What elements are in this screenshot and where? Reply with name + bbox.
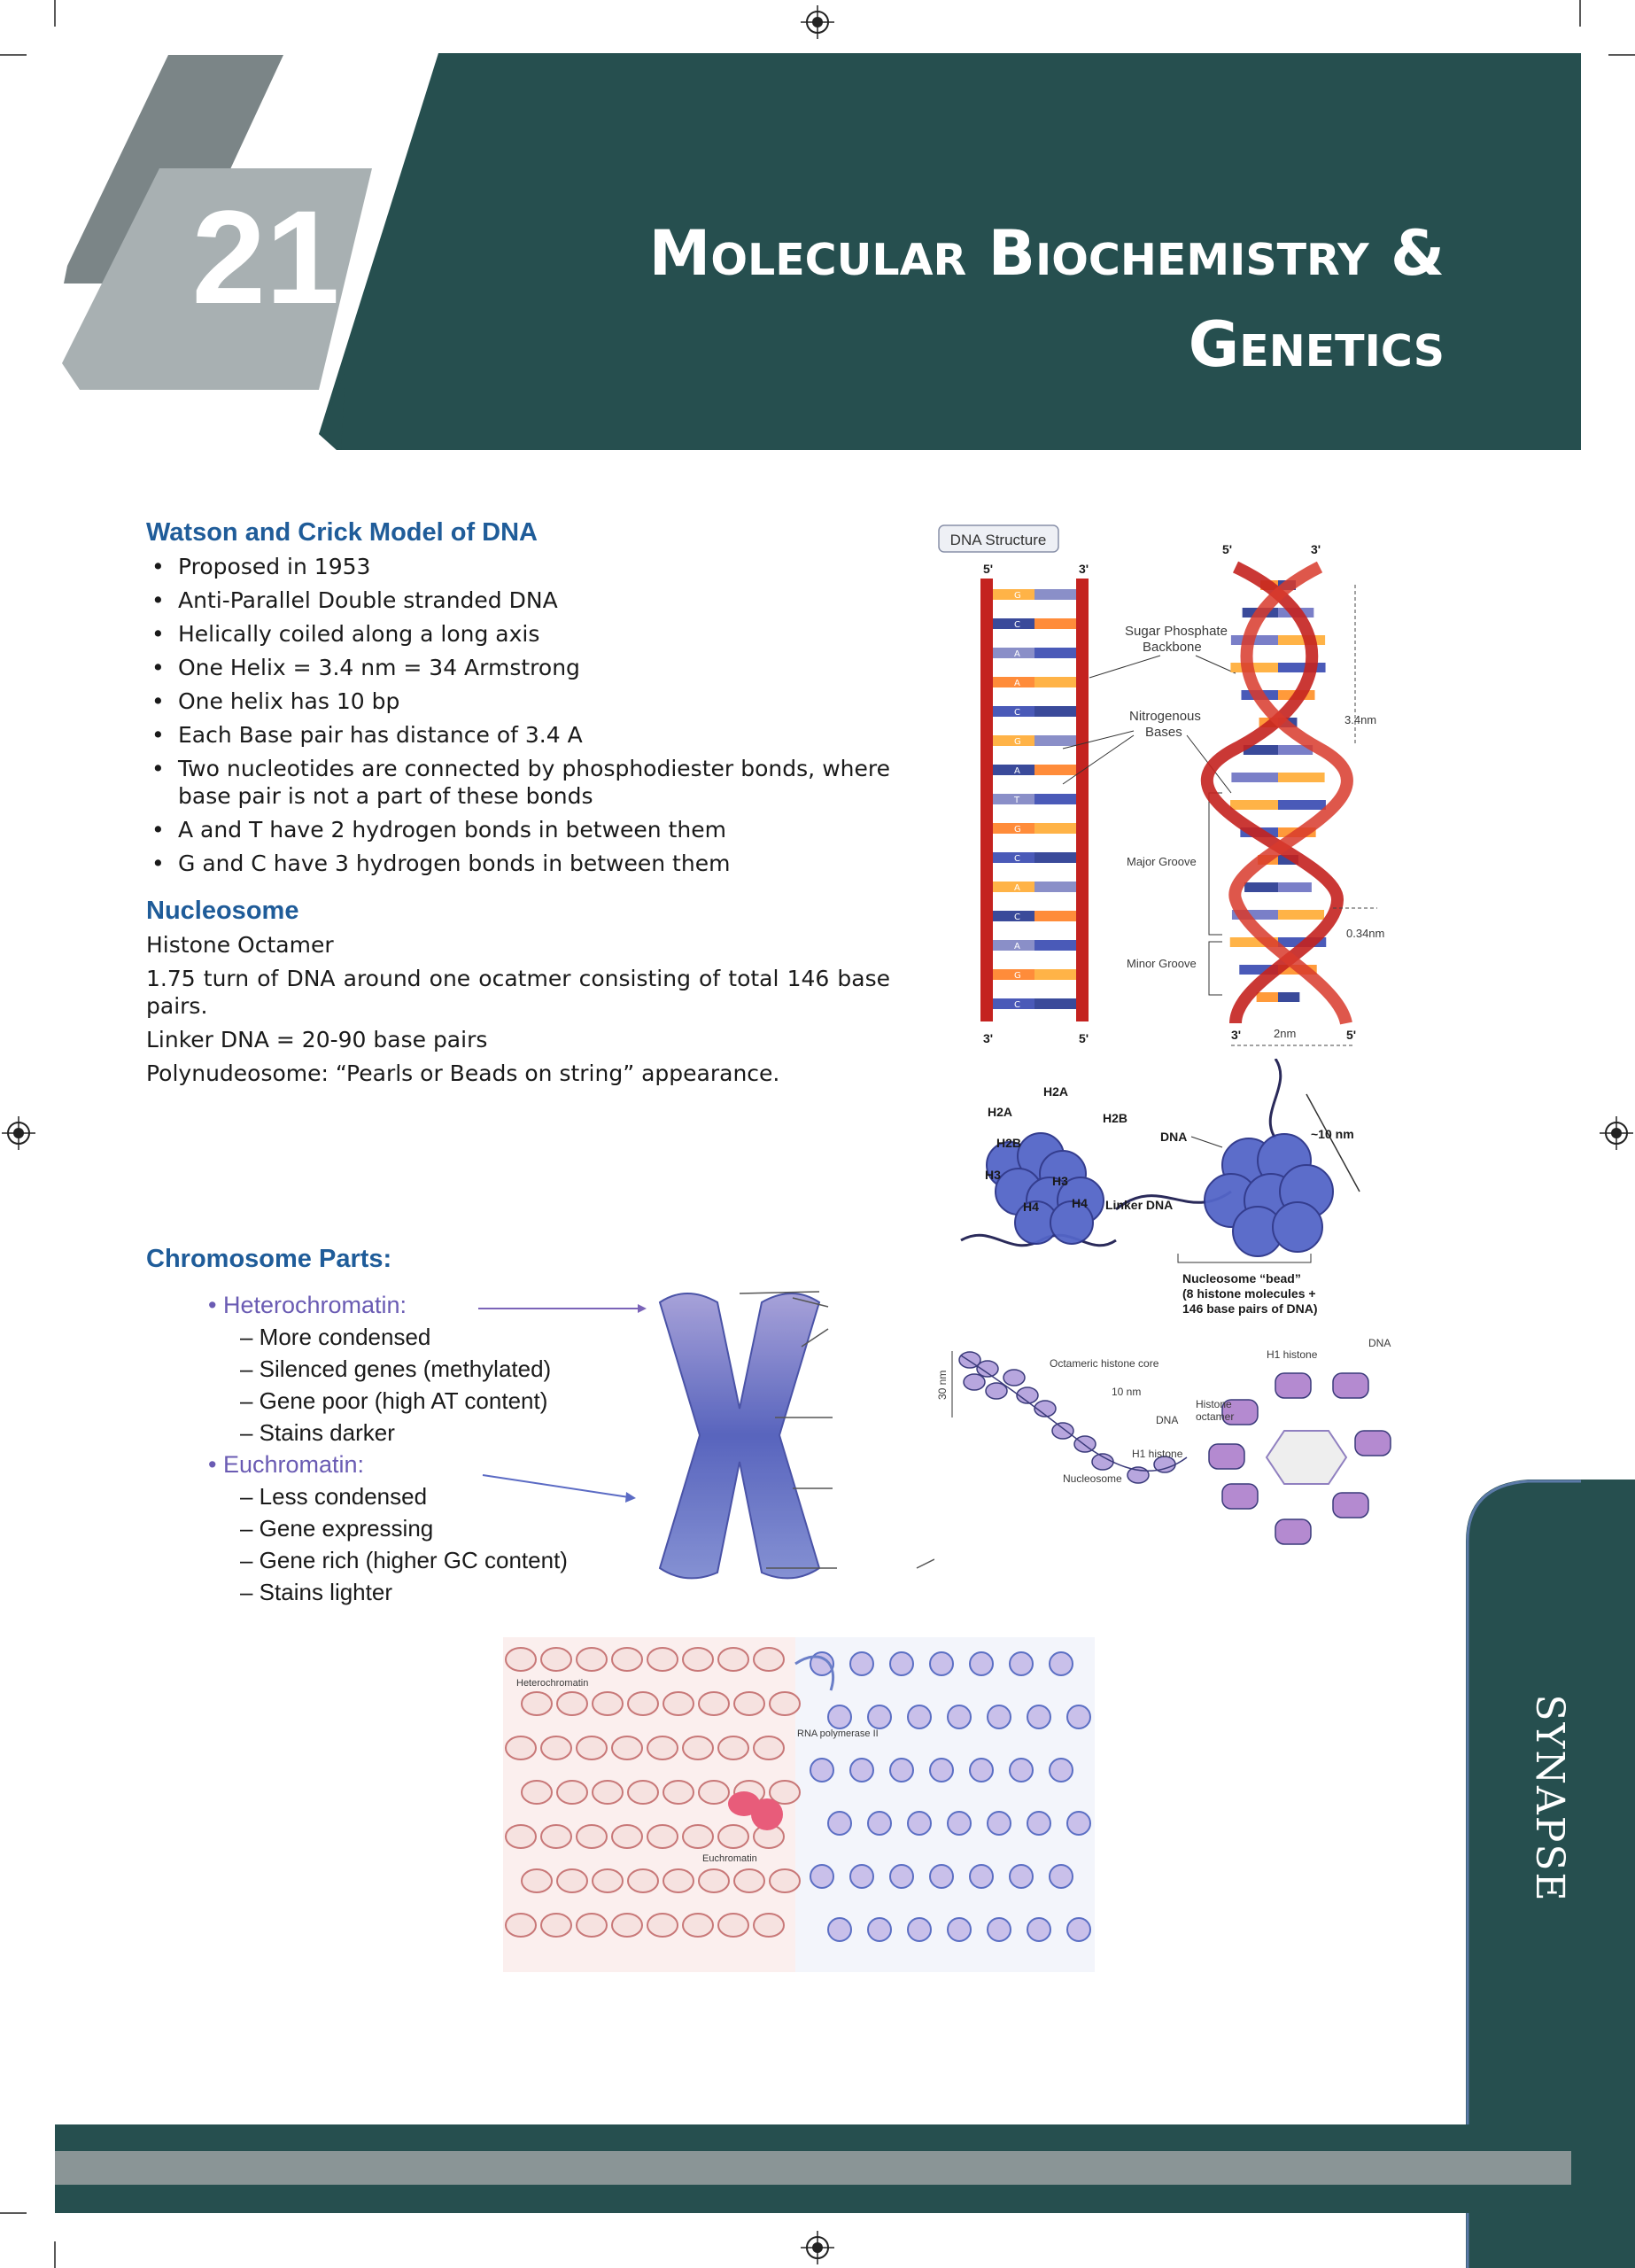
euchromatin-coil	[970, 1865, 993, 1888]
heterochromatin-coil	[683, 1648, 713, 1671]
base-rung-right	[1034, 969, 1076, 980]
heterochromatin-coil	[734, 1692, 764, 1715]
nucleosome-line: 1.75 turn of DNA around one ocatmer consisting of total 146 base pairs.	[146, 966, 890, 1019]
base-letter: C	[1014, 708, 1020, 718]
euchromatin-coil	[948, 1705, 971, 1728]
base-letter: C	[1014, 1000, 1020, 1010]
list-item: • Helically coiled along a long axis	[146, 620, 890, 648]
h4-label-inner: H4	[1072, 1196, 1088, 1210]
heterochromatin-coil	[522, 1692, 552, 1715]
list-item: – Stains darker	[240, 1419, 395, 1446]
helix-rung	[1230, 800, 1278, 810]
base-rung-right	[1034, 677, 1076, 687]
heterochromatin-coil	[506, 1914, 536, 1937]
euchromatin-coil	[1050, 1652, 1073, 1675]
heterochromatin-coil	[541, 1825, 571, 1848]
bead-label-2: (8 histone molecules +	[1182, 1286, 1316, 1301]
base-letter: T	[1014, 796, 1020, 805]
euchromatin-coil	[850, 1759, 873, 1782]
euchromatin-coil	[890, 1759, 913, 1782]
base-rung-right	[1034, 765, 1076, 775]
bead-label-3: 146 base pairs of DNA)	[1182, 1301, 1318, 1316]
euchromatin-coil	[948, 1918, 971, 1941]
euchromatin-coil	[810, 1759, 833, 1782]
heterochromatin-fig-label: Heterochromatin	[516, 1678, 589, 1689]
base-letter: G	[1014, 825, 1021, 835]
euchromatin-coil	[1067, 1705, 1090, 1728]
heterochromatin-coil	[577, 1648, 607, 1671]
base-rung-right	[1034, 589, 1076, 600]
sugar-label-2: Backbone	[1143, 640, 1202, 655]
helix-prime-3-bottom: 3'	[1231, 1028, 1242, 1042]
helix-rung	[1278, 992, 1299, 1002]
octameric-core-label: Octameric histone core	[1050, 1357, 1159, 1370]
list-item: – Less condensed	[240, 1483, 428, 1510]
chapter-title-line2: Genetics	[1188, 308, 1445, 381]
dim-0.34nm: 0.34nm	[1346, 927, 1385, 940]
list-item: – Silenced genes (methylated)	[240, 1355, 552, 1382]
fiber-dna-label: DNA	[1156, 1414, 1179, 1426]
list-item: • One Helix = 3.4 nm = 34 Armstrong	[146, 654, 890, 681]
prime-5-bottom: 5'	[1079, 1031, 1089, 1045]
list-item: – Gene expressing	[240, 1515, 434, 1542]
euchromatin-label: Euchromatin:	[222, 1451, 365, 1478]
base-letter: A	[1014, 883, 1020, 893]
heterochromatin-coil	[612, 1648, 642, 1671]
euchromatin-coil	[970, 1652, 993, 1675]
h2b-label-inner: H2B	[996, 1136, 1022, 1150]
helix-rung	[1231, 773, 1278, 782]
prime-5-left: 5'	[983, 562, 994, 576]
watson-crick-list	[146, 553, 890, 877]
euchromatin-coil	[1027, 1812, 1050, 1835]
heterochromatin-coil	[522, 1781, 552, 1804]
heterochromatin-coil	[557, 1781, 587, 1804]
ten-nm-label: ~10 nm	[1311, 1127, 1354, 1141]
nitro-label-1: Nitrogenous	[1129, 709, 1201, 724]
heterochromatin-coil	[628, 1692, 658, 1715]
nucleosome-heading: Nucleosome	[146, 897, 299, 925]
base-rung-right	[1034, 882, 1076, 892]
h2a-label: H2A	[988, 1105, 1013, 1119]
base-rung-right	[1034, 706, 1076, 717]
helix-rung	[1278, 800, 1326, 810]
chapter-number: 21	[191, 183, 340, 331]
euchromatin-coil	[1010, 1865, 1033, 1888]
chapter-title	[649, 208, 1445, 391]
euchromatin-coil	[908, 1918, 931, 1941]
heterochromatin-coil	[718, 1648, 748, 1671]
nucleosome-figure	[957, 1059, 1399, 1324]
nucleosome-line: Polynudeosome: “Pearls or Beads on string” appearance.	[146, 1060, 780, 1086]
heterochromatin-coil	[734, 1869, 764, 1892]
heterochromatin-coil	[754, 1914, 784, 1937]
euchromatin-coil	[810, 1865, 833, 1888]
list-item: – Gene rich (higher GC content)	[240, 1547, 568, 1573]
heterochromatin-coil	[718, 1736, 748, 1759]
heterochromatin-coil	[506, 1825, 536, 1848]
helix-rung	[1278, 663, 1326, 672]
dna-label-right: DNA	[1368, 1337, 1391, 1349]
heterochromatin-coil	[612, 1736, 642, 1759]
heterochromatin-coil	[683, 1825, 713, 1848]
heterochromatin-coil	[593, 1869, 623, 1892]
list-item: • Each Base pair has distance of 3.4 A	[146, 721, 890, 749]
helix-prime-5-bottom: 5'	[1346, 1028, 1357, 1042]
heterochromatin-coil	[577, 1914, 607, 1937]
heterochromatin-coil	[718, 1825, 748, 1848]
side-tab-label: SYNAPSE	[1527, 1694, 1573, 1903]
base-letter: A	[1014, 766, 1020, 776]
euchromatin-coil	[930, 1652, 953, 1675]
base-letter: G	[1014, 591, 1021, 601]
base-rung-right	[1034, 940, 1076, 951]
list-item: • One helix has 10 bp	[146, 687, 890, 715]
heterochromatin-coil	[770, 1692, 800, 1715]
minor-groove-label: Minor Groove	[1127, 957, 1197, 970]
euchromatin-coil	[988, 1918, 1011, 1941]
heterochromatin-coil	[699, 1692, 729, 1715]
base-letter: C	[1014, 913, 1020, 922]
base-letter: C	[1014, 620, 1020, 630]
nucleosome-line: Histone Octamer	[146, 932, 334, 958]
chromatin-comparison-figure	[503, 1637, 1095, 1972]
watson-crick-section	[146, 518, 890, 1093]
watson-crick-heading: Watson and Crick Model of DNA	[146, 518, 538, 547]
base-rung-right	[1034, 998, 1076, 1009]
euchromatin-coil	[828, 1918, 851, 1941]
heterochromatin-coil	[557, 1869, 587, 1892]
heterochromatin-coil	[699, 1869, 729, 1892]
heterochromatin-coil	[647, 1825, 678, 1848]
euchromatin-coil	[868, 1918, 891, 1941]
nitro-label-2: Bases	[1145, 725, 1182, 740]
euchromatin-coil	[970, 1759, 993, 1782]
h2b-label: H2B	[1103, 1111, 1128, 1125]
list-item: • G and C have 3 hydrogen bonds in between them	[146, 850, 890, 877]
heterochromatin-coil	[506, 1736, 536, 1759]
heterochromatin-coil	[557, 1692, 587, 1715]
base-letter: A	[1014, 942, 1020, 951]
chromosome-illustration	[474, 1276, 934, 1595]
euchromatin-coil	[828, 1705, 851, 1728]
dna-structure-title: DNA Structure	[949, 532, 1047, 548]
linker-dna-label: Linker DNA	[1105, 1198, 1174, 1212]
base-rung-right	[1034, 852, 1076, 863]
helix-rung	[1257, 992, 1278, 1002]
bead-label-1: Nucleosome “bead”	[1182, 1271, 1301, 1285]
base-letter: A	[1014, 679, 1020, 688]
helix-rung	[1278, 882, 1312, 892]
dim-2nm: 2nm	[1274, 1027, 1297, 1040]
base-rung-right	[1034, 911, 1076, 921]
euchromatin-coil	[890, 1865, 913, 1888]
dna-ladder-rungs	[993, 589, 1076, 1010]
euchromatin-coil	[988, 1812, 1011, 1835]
list-item: • Two nucleotides are connected by phosphodiester bonds, where base pair is not a part of these bonds	[146, 755, 890, 810]
chapter-title-line1: Molecular Biochemistry &	[648, 217, 1445, 290]
heterochromatin-coil	[628, 1781, 658, 1804]
heterochromatin-coil	[699, 1781, 729, 1804]
list-item: – More condensed	[240, 1324, 431, 1350]
heterochromatin-coil	[647, 1736, 678, 1759]
euchromatin-coil	[1050, 1865, 1073, 1888]
dna-structure-figure	[930, 518, 1391, 1050]
fiber-ten-nm-label: 10 nm	[1112, 1386, 1142, 1398]
heterochromatin-title: • Heterochromatin:	[208, 1292, 407, 1318]
heterochromatin-coil	[663, 1781, 694, 1804]
nucleosome-text	[146, 931, 890, 1087]
euchromatin-coil	[828, 1812, 851, 1835]
helix-prime-5: 5'	[1222, 542, 1233, 556]
euchromatin-coil	[868, 1812, 891, 1835]
euchromatin-coil	[1027, 1918, 1050, 1941]
euchromatin-coil	[868, 1705, 891, 1728]
euchromatin-coil	[930, 1759, 953, 1782]
chromosome-heading: Chromosome Parts:	[146, 1245, 392, 1273]
helix-rung	[1278, 773, 1325, 782]
helix-rung	[1244, 882, 1278, 892]
heterochromatin-coil	[683, 1914, 713, 1937]
heterochromatin-coil	[647, 1648, 678, 1671]
major-groove-label: Major Groove	[1127, 855, 1197, 868]
dim-3.4nm: 3.4nm	[1344, 713, 1377, 726]
base-rung-right	[1034, 648, 1076, 658]
heterochromatin-coil	[647, 1914, 678, 1937]
heterochromatin-coil	[770, 1869, 800, 1892]
heterochromatin-coil	[612, 1914, 642, 1937]
prime-3-bottom: 3'	[983, 1031, 994, 1045]
euchromatin-coil	[908, 1705, 931, 1728]
heterochromatin-coil	[663, 1692, 694, 1715]
h3-label-inner: H3	[1052, 1174, 1068, 1188]
helix-rung	[1278, 910, 1324, 920]
heterochromatin-coil	[541, 1736, 571, 1759]
heterochromatin-coil	[541, 1914, 571, 1937]
euchromatin-coil	[1067, 1812, 1090, 1835]
list-item: • A and T have 2 hydrogen bonds in between them	[146, 816, 890, 843]
list-item: – Gene poor (high AT content)	[240, 1387, 548, 1414]
dna-label: DNA	[1160, 1130, 1188, 1144]
h3-label: H3	[985, 1168, 1001, 1182]
h2a-label-top: H2A	[1043, 1084, 1069, 1099]
heterochromatin-coil	[612, 1825, 642, 1848]
heterochromatin-coil	[593, 1692, 623, 1715]
helix-prime-3: 3'	[1311, 542, 1321, 556]
euchromatin-coil	[948, 1812, 971, 1835]
footer-stripe	[55, 2151, 1571, 2185]
heterochromatin-coil	[663, 1869, 694, 1892]
base-rung-right	[1034, 823, 1076, 834]
base-letter: A	[1014, 649, 1020, 659]
sugar-label-1: Sugar Phosphate	[1125, 624, 1228, 639]
helix-rung	[1278, 635, 1325, 645]
heterochromatin-coil	[541, 1648, 571, 1671]
list-item: • Anti-Parallel Double stranded DNA	[146, 586, 890, 614]
euchromatin-coil	[890, 1652, 913, 1675]
euchromatin-coil	[908, 1812, 931, 1835]
euchromatin-coil	[850, 1865, 873, 1888]
base-letter: G	[1014, 971, 1021, 981]
heterochromatin-coil	[577, 1736, 607, 1759]
euchromatin-coil	[1010, 1652, 1033, 1675]
heterochromatin-label: Heterochromatin:	[222, 1292, 407, 1318]
heterochromatin-coil	[522, 1869, 552, 1892]
heterochromatin-coil	[593, 1781, 623, 1804]
base-rung-right	[1034, 735, 1076, 746]
prime-3-left: 3'	[1079, 562, 1089, 576]
heterochromatin-coil	[754, 1736, 784, 1759]
base-rung-right	[1034, 618, 1076, 629]
base-letter: C	[1014, 854, 1020, 864]
list-item: • Proposed in 1953	[146, 553, 890, 580]
histone-octamer-label-2: octamer	[1196, 1410, 1235, 1423]
euchromatin-title: • Euchromatin:	[208, 1451, 365, 1478]
euchromatin-coil	[1027, 1705, 1050, 1728]
fiber-h1-label: H1 histone	[1132, 1448, 1183, 1460]
nucleosome-line: Linker DNA = 20-90 base pairs	[146, 1027, 488, 1052]
heterochromatin-coil	[506, 1648, 536, 1671]
euchromatin-coil	[1050, 1759, 1073, 1782]
h1-histone-label-right: H1 histone	[1267, 1348, 1318, 1361]
euchromatin-coil	[850, 1652, 873, 1675]
base-letter: G	[1014, 737, 1021, 747]
fiber-nucleosome-label: Nucleosome	[1063, 1472, 1122, 1485]
heterochromatin-coil	[754, 1648, 784, 1671]
rna-polymerase-label: RNA polymerase II	[797, 1728, 879, 1739]
base-rung-right	[1034, 794, 1076, 804]
euchromatin-coil	[988, 1705, 1011, 1728]
thirty-nm-label: 30 nm	[936, 1370, 949, 1400]
heterochromatin-coil	[718, 1914, 748, 1937]
histone-octamer-label-1: Histone	[1196, 1398, 1232, 1410]
chromatin-fiber-figure	[930, 1333, 1399, 1581]
heterochromatin-coil	[628, 1869, 658, 1892]
euchromatin-coil	[930, 1865, 953, 1888]
list-item: – Stains lighter	[240, 1579, 392, 1605]
euchromatin-fig-label: Euchromatin	[702, 1853, 757, 1864]
euchromatin-coil	[1010, 1759, 1033, 1782]
heterochromatin-coil	[577, 1825, 607, 1848]
euchromatin-coil	[1067, 1918, 1090, 1941]
h4-label: H4	[1023, 1200, 1039, 1214]
heterochromatin-coil	[683, 1736, 713, 1759]
